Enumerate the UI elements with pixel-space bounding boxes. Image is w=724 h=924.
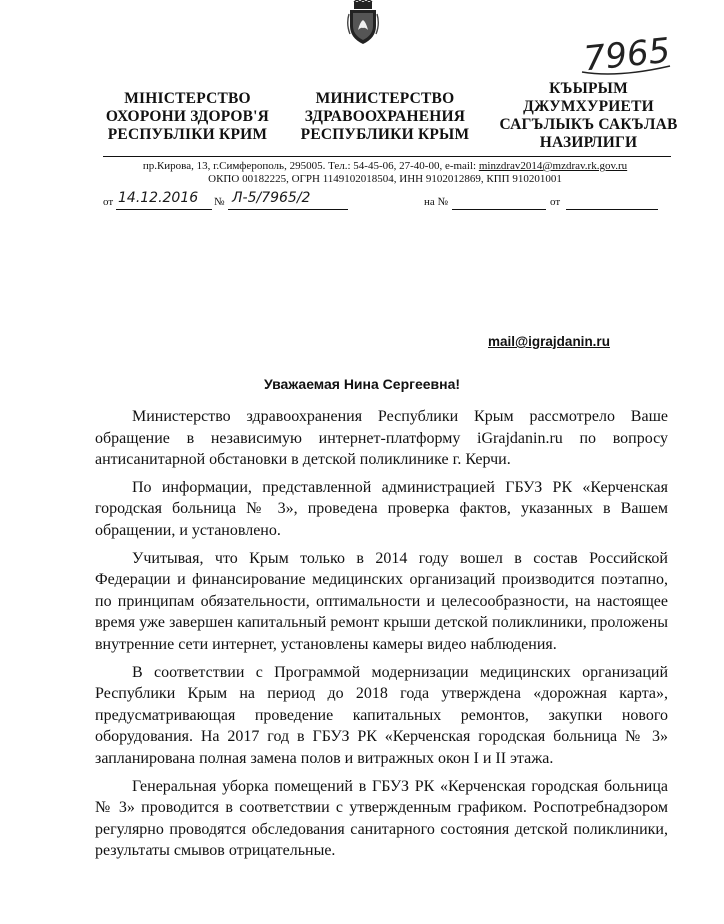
number-label: № [214,196,225,208]
body-paragraph: Министерство здравоохранения Республики Крым рассмотрело Ваше обращение в независимую интернет-платформу iGrajdanin.ru по вопросу антисанитарной обстановки в детской поликлинике г. Керчи. [95,408,668,469]
letterhead-crh-line: ДЖУМХУРИЕТИ [523,98,654,115]
letterhead-ru-line: ЗДРАВООХРАНЕНИЯ [304,108,466,125]
letterhead-crh-line: КЪЫРЫМ [549,80,628,97]
body-paragraph: Генеральная уборка помещений в ГБУЗ РК «Керченская городская больница № 3» проводится в соответствии с утвержденным графиком. Роспотребнадзором регулярно проводятся обследования санитарного состояния детской поликлиники, результаты смывов отрицательные. [95,777,668,860]
letterhead-ukrainian [100,90,275,144]
letterhead-russian [290,90,480,144]
ministry-registration-codes: ОКПО 00182225, ОГРН 1149102018504, ИНН 9102012869, КПП 910201001 [208,173,562,185]
letterhead-ru-line: РЕСПУБЛИКИ КРЫМ [300,126,470,143]
registration-mark-text: 7965 [581,30,673,80]
letterhead-crh-line: САГЪЛЫКЪ САКЪЛАВ [499,116,678,133]
number-underline [228,209,348,210]
letter-body [95,406,668,868]
letterhead-ua-line: МІНІСТЕРСТВО [124,90,251,107]
letterhead-ru-line: МИНИСТЕРСТВО [315,90,455,107]
ministry-address [100,160,670,173]
ministry-email-link[interactable]: minzdrav2014@mzdrav.rk.gov.ru [478,160,628,172]
reply-date-line [566,209,658,210]
reply-from-label: от [550,196,561,208]
body-paragraph: Учитывая, что Крым только в 2014 году вошел в состав Российской Федерации и финансирование медицинских организаций производится поэтапно, по принципам обязательности, оптимальности и целесообразности, на настоящее время уже завершен капитальный ремонт крыши детской поликлиники, проложены внутренние сети интернет, установлены камеры видео наблюдения. [95,549,668,653]
letterhead-ua-line: ОХОРОНИ ЗДОРОВ'Я [105,108,270,125]
letterhead-crimean-tatar [496,80,681,152]
handwritten-registration-mark [578,28,678,84]
body-paragraph: В соответствии с Программой модернизации медицинских организаций Республики Крым на период до 2018 года утверждена «дорожная карта», предусматривающая проведение капитальных ремонтов, закупки нового оборудования. На 2017 год в ГБУЗ РК «Керченская городская больница № 3» запланирована полная замена полов и витражных окон I и II этажа. [95,663,668,767]
greeting: Уважаемая Нина Сергеевна! [263,376,461,392]
address-text: пр.Кирова, 13, г.Симферополь, 295005. Тел.: 54-45-06, 27-40-00, e-mail: [142,160,477,172]
letterhead-crh-line: НАЗИРЛИГИ [539,134,638,151]
body-paragraph: По информации, представленной администрацией ГБУЗ РК «Керченская городская больница № 3», проведена проверка фактов, указанных в Вашем обращении, и установлено. [95,478,668,539]
date-underline [116,209,212,210]
recipient-email[interactable]: mail@igrajdanin.ru [488,334,610,349]
from-label: от [103,196,114,208]
outgoing-number: Л-5/7965/2 [232,190,311,206]
reply-to-label: на № [424,196,449,208]
outgoing-date: 14.12.2016 [118,190,199,206]
letterhead-divider [103,156,671,157]
coat-of-arms-emblem [346,0,380,46]
reply-number-line [452,209,546,210]
letterhead-ua-line: РЕСПУБЛІКИ КРИМ [107,126,268,143]
